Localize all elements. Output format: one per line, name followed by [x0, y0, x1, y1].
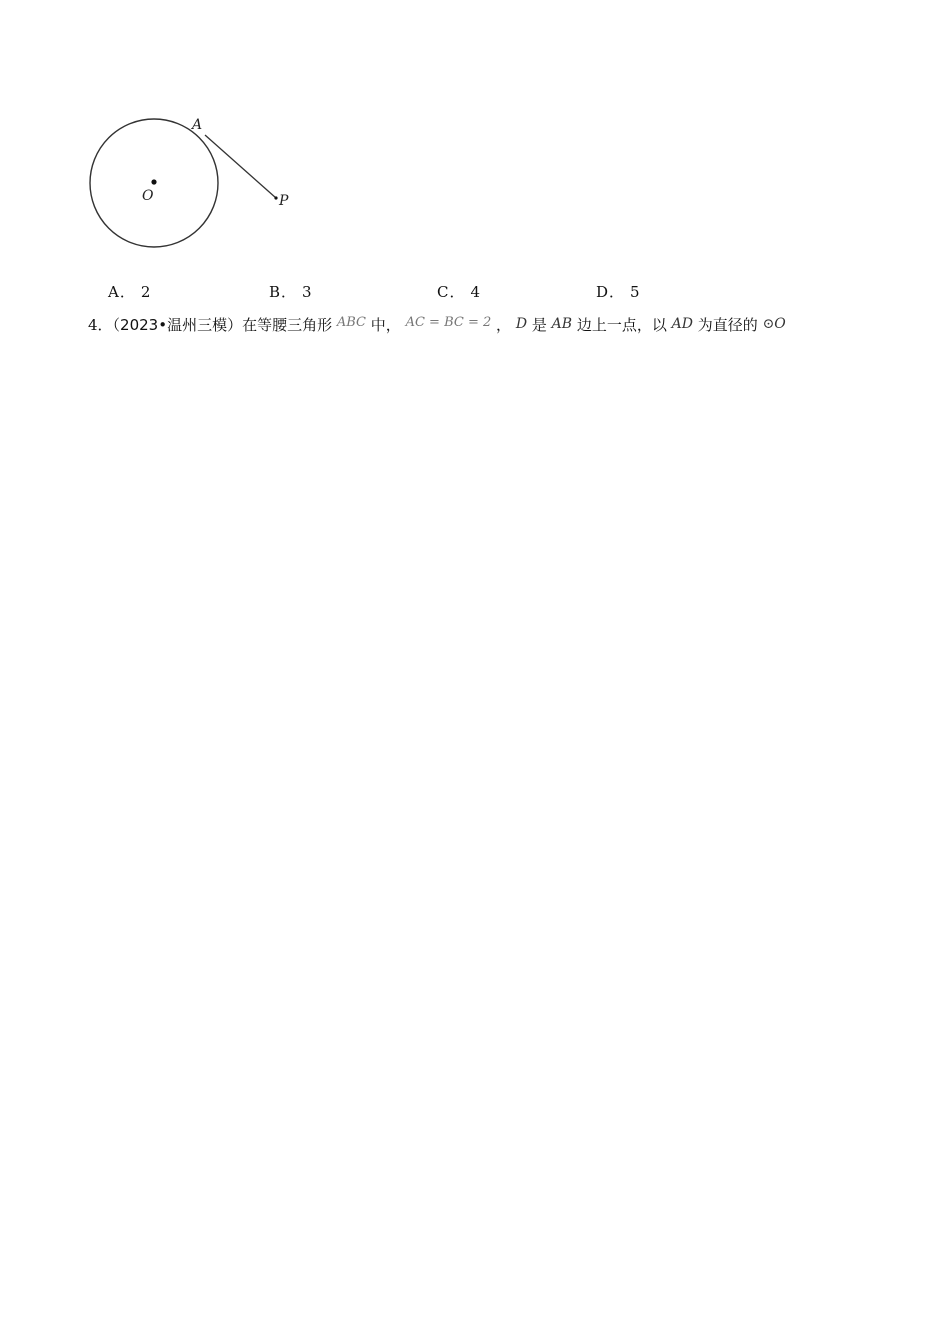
option-separator: ． [609, 283, 625, 301]
option-a[interactable] [108, 281, 150, 302]
circle-tangent-figure [80, 105, 310, 260]
point-p-dot [274, 196, 277, 199]
math-ac-bc-2: AC = BC = 2 [405, 315, 492, 330]
option-value: 5 [630, 283, 640, 301]
question-text: 中， [370, 316, 401, 334]
question-text: 是 [531, 316, 547, 334]
question-text: 边上一点，以 [576, 316, 667, 334]
question-text: ， [496, 316, 512, 334]
option-separator: ． [281, 283, 297, 301]
center-point [151, 179, 156, 184]
label-o: O [142, 188, 154, 204]
math-d: D [515, 316, 528, 332]
option-separator: ． [119, 283, 135, 301]
option-separator: ． [449, 283, 465, 301]
math-abc: ABC [336, 315, 367, 330]
option-value: 4 [470, 283, 481, 301]
math-ad: AD [671, 316, 693, 332]
option-value: 3 [302, 283, 312, 301]
answer-options [0, 281, 950, 301]
question-number: 4． [88, 316, 113, 334]
math-ab: AB [551, 316, 573, 332]
option-d[interactable] [596, 281, 640, 302]
option-b[interactable] [269, 281, 312, 302]
question-text: 在等腰三角形 [242, 316, 333, 334]
question-4 [88, 314, 888, 335]
option-letter: A [108, 283, 119, 301]
figure-svg [80, 105, 310, 260]
label-p: P [279, 193, 289, 209]
option-value: 2 [140, 283, 151, 301]
question-text: 为直径的 [697, 316, 758, 334]
option-c[interactable] [437, 281, 480, 302]
option-letter: B [269, 283, 281, 301]
label-a: A [192, 117, 203, 133]
math-circle-o: ⊙O [762, 316, 786, 332]
option-letter: C [437, 283, 449, 301]
option-letter: D [596, 283, 609, 301]
question-source: （2023•温州三模） [112, 316, 243, 334]
